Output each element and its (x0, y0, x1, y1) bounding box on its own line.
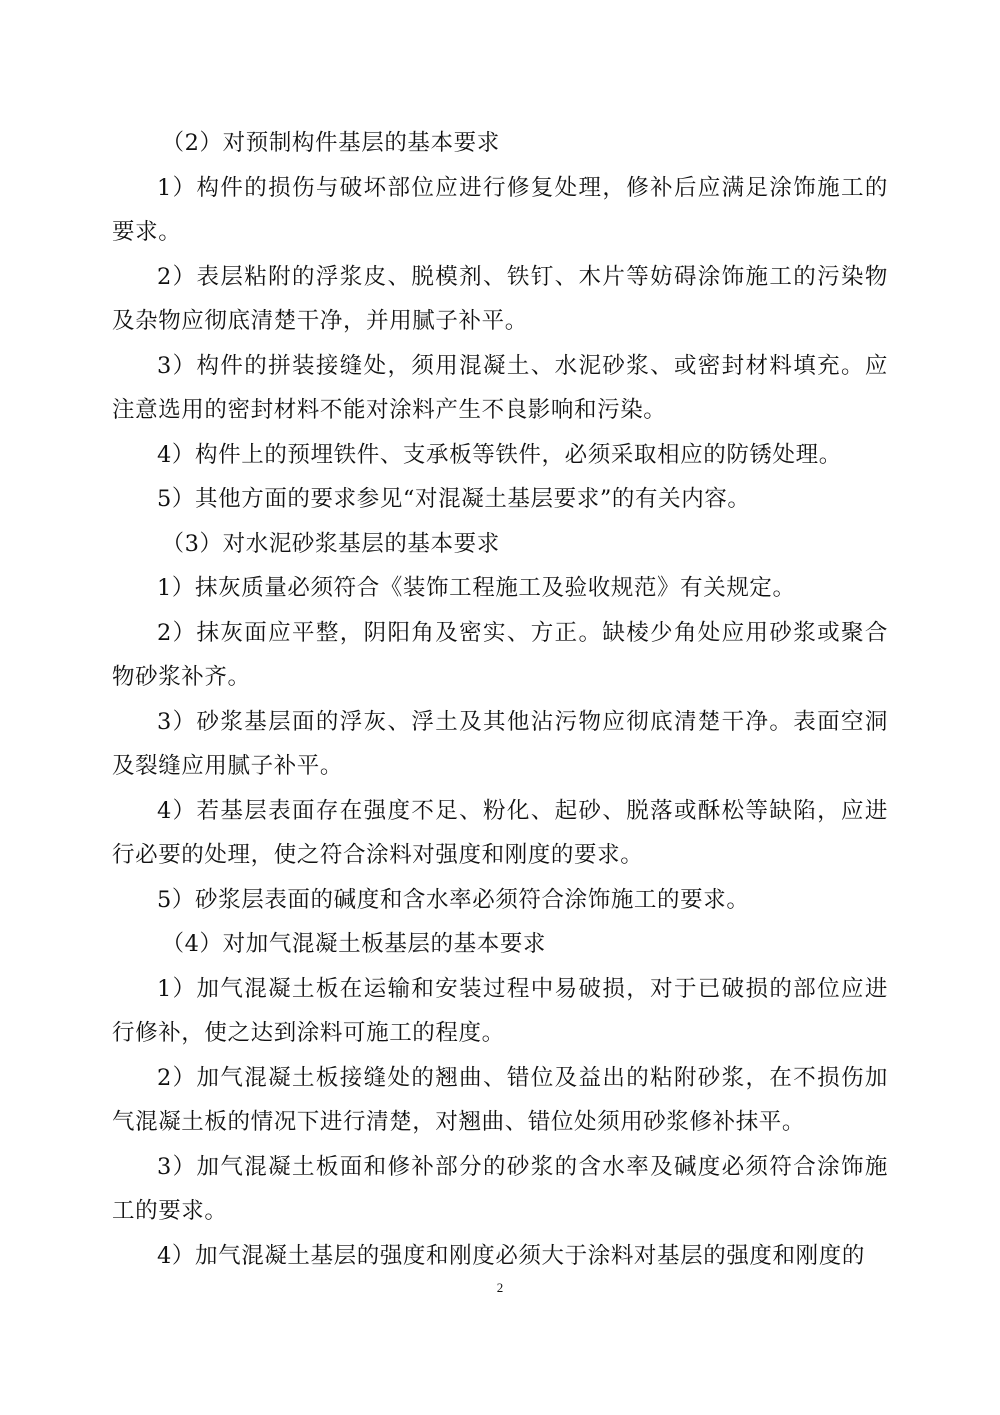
paragraph: 3）构件的拼装接缝处，须用混凝土、水泥砂浆、或密封材料填充。应注意选用的密封材料不能对涂料产生不良影响和污染。 (112, 352, 888, 423)
section-heading: （2）对预制构件基层的基本要求 (161, 130, 500, 156)
paragraph: 2）抹灰面应平整，阴阳角及密实、方正。缺棱少角处应用砂浆或聚合物砂浆补齐。 (112, 619, 888, 690)
section-heading: （4）对加气混凝土板基层的基本要求 (161, 931, 547, 957)
paragraph: 3）加气混凝土板面和修补部分的砂浆的含水率及碱度必须符合涂饰施工的要求。 (112, 1153, 888, 1224)
section-heading: （3）对水泥砂浆基层的基本要求 (161, 530, 500, 557)
paragraph: 3）砂浆基层面的浮灰、浮土及其他沾污物应彻底清楚干净。表面空洞及裂缝应用腻子补平。 (112, 708, 888, 779)
page-number: 2 (496, 1280, 504, 1295)
paragraph: 1）构件的损伤与破坏部位应进行修复处理，修补后应满足涂饰施工的要求。 (112, 174, 888, 245)
document-body (112, 121, 888, 1278)
paragraph: 1）加气混凝土板在运输和安装过程中易破损，对于已破损的部位应进行修补，使之达到涂料可施工的程度。 (112, 975, 888, 1046)
paragraph: 5）其他方面的要求参见“对混凝土基层要求”的有关内容。 (157, 486, 751, 512)
paragraph: 5）砂浆层表面的碱度和含水率必须符合涂饰施工的要求。 (157, 886, 750, 913)
paragraph: 4）若基层表面存在强度不足、粉化、起砂、脱落或酥松等缺陷，应进行必要的处理，使之符合涂料对强度和刚度的要求。 (112, 797, 888, 868)
paragraph: 4）构件上的预埋铁件、支承板等铁件，必须采取相应的防锈处理。 (157, 441, 842, 468)
paragraph: 4）加气混凝土基层的强度和刚度必须大于涂料对基层的强度和刚度的 (157, 1242, 865, 1269)
paragraph: 2）表层粘附的浮浆皮、脱模剂、铁钉、木片等妨碍涂饰施工的污染物及杂物应彻底清楚干净，并用腻子补平。 (112, 263, 888, 334)
paragraph: 2）加气混凝土板接缝处的翘曲、错位及益出的粘附砂浆，在不损伤加气混凝土板的情况下进行清楚，对翘曲、错位处须用砂浆修补抹平。 (112, 1064, 888, 1135)
paragraph: 1）抹灰质量必须符合《装饰工程施工及验收规范》有关规定。 (157, 575, 796, 601)
